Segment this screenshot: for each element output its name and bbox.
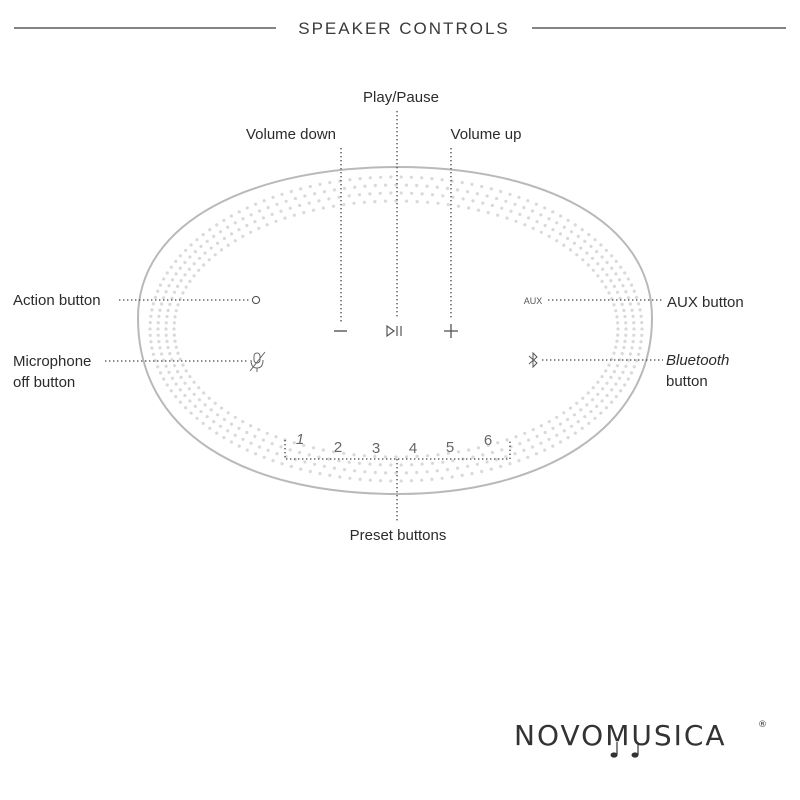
label-microphone-off-line2: off button [13,374,76,391]
brand-name: NOVOMUSICA [514,719,727,752]
preset-button-2[interactable]: 2 [333,439,343,456]
label-microphone-off-line1: Microphone [13,353,92,370]
label-volume-up: Volume up [450,126,522,143]
label-volume-down: Volume down [245,126,337,143]
label-bluetooth-line2: button [666,373,708,390]
label-bluetooth-line1: Bluetooth [666,352,730,369]
preset-button-5[interactable]: 5 [445,439,455,456]
speaker-top [138,167,652,494]
preset-button-6[interactable]: 6 [483,432,493,449]
preset-button-3[interactable]: 3 [371,440,381,457]
label-aux-button: AUX button [667,294,744,311]
aux-text: AUX [523,296,543,306]
brand-logo [514,719,767,758]
label-preset-buttons: Preset buttons [349,527,447,544]
label-play-pause: Play/Pause [363,89,439,106]
section-title: SPEAKER CONTROLS [298,19,510,38]
label-action-button: Action button [13,292,101,309]
speaker-outline [138,167,652,494]
preset-button-4[interactable]: 4 [408,440,418,457]
preset-button-1[interactable]: 1 [295,431,305,448]
aux-control[interactable] [524,296,543,306]
brand-registered-mark: ® [758,720,767,730]
